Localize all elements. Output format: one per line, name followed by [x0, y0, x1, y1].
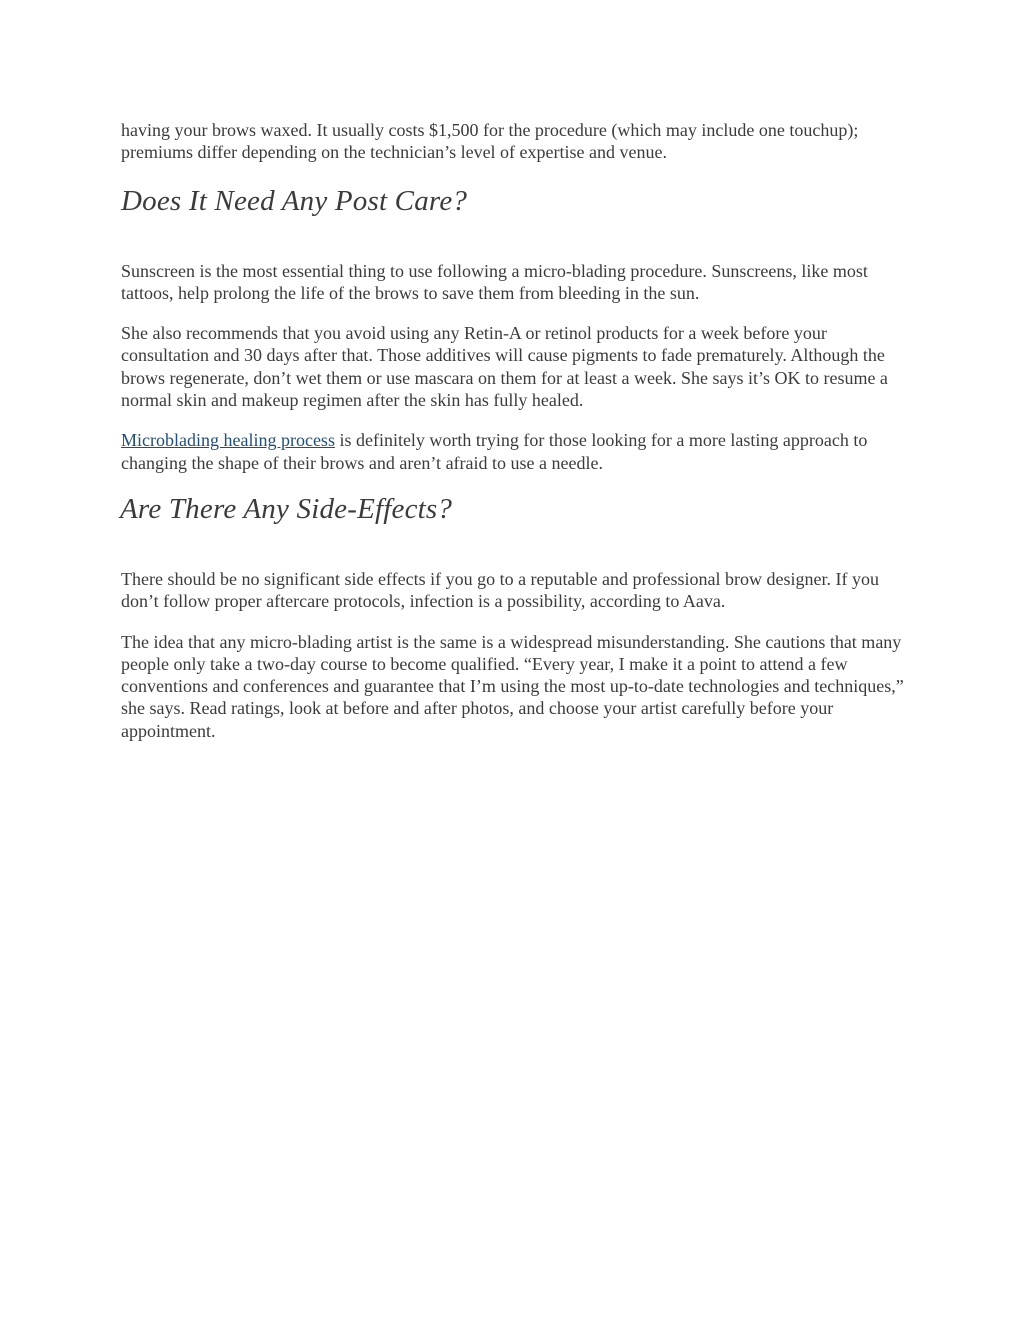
document-page	[121, 119, 911, 760]
sunscreen-paragraph: Sunscreen is the most essential thing to use following a micro-blading procedure. Sunscreens, like most tattoos, help prolong the life of the brows to save them from bleeding in the sun.	[121, 260, 868, 303]
side-effects-paragraph: There should be no significant side effects if you go to a reputable and professional brow designer. If you don’t follow proper aftercare protocols, infection is a possibility, according to Aava.	[121, 568, 879, 612]
side-effects-heading: Are There Any Side-Effects?	[120, 492, 453, 525]
artist-choice-paragraph: The idea that any micro-blading artist is the same is a widespread misunderstanding. She cautions that many people only take a two-day course to become qualified. “Every year, I make it a point to attend a few conventions and conferences and guarantee that I’m using the most up-to-date technologies and techniques,” she says. Read ratings, look at before and after photos, and choose your artist carefully before your appointment.	[121, 631, 904, 741]
healing-process-text: is definitely worth trying for those looking for a more lasting approach to changing the shape of their brows and aren’t afraid to use a needle.	[121, 430, 868, 473]
retinol-paragraph: She also recommends that you avoid using any Retin-A or retinol products for a week before your consultation and 30 days after that. Those additives will cause pigments to fade prematurely. Although the brows regenerate, don’t wet them or use mascara on them for at least a week. She says it’s OK to resume a normal skin and makeup regimen after the skin has fully healed.	[121, 323, 888, 411]
healing-process-link[interactable]: Microblading healing process	[121, 430, 335, 451]
post-care-heading: Does It Need Any Post Care?	[121, 184, 468, 217]
healing-process-paragraph	[121, 429, 911, 474]
intro-paragraph: having your brows waxed. It usually costs $1,500 for the procedure (which may include one touchup); premiums differ depending on the technician’s level of expertise and venue.	[121, 120, 859, 163]
